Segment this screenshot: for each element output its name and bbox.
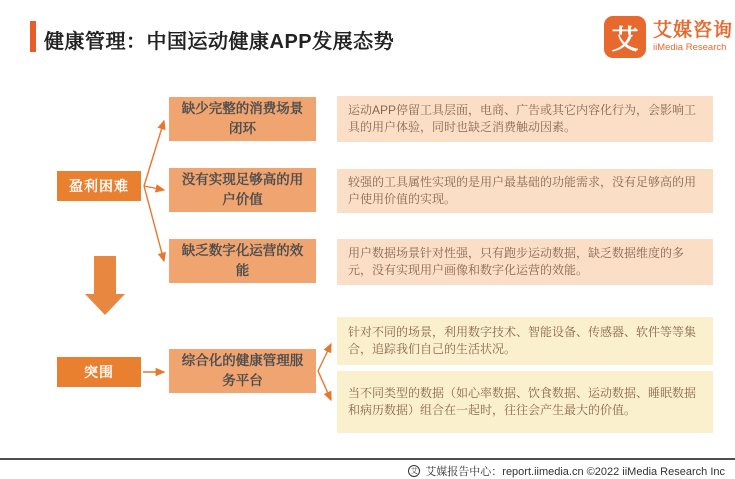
down-arrow-head-icon <box>85 294 125 315</box>
stage1-item2-desc-box: 较强的工具属性实现的是用户最基础的功能需求，没有足够高的用户使用价值的实现。 <box>337 169 713 213</box>
imedia-logo-text <box>653 21 733 53</box>
imedia-logo-cn: 艾媒咨询 <box>653 20 734 42</box>
imedia-logo-icon: 艾 <box>604 16 646 58</box>
title-accent-bar <box>30 21 36 52</box>
imedia-logo-en: iiMedia Research <box>653 41 727 53</box>
stage2-title-box: 综合化的健康管理服务平台 <box>169 349 316 393</box>
imedia-logo <box>604 16 733 58</box>
imedia-mark-icon: 艾 <box>408 465 420 477</box>
stage1-item3-desc-box: 用户数据场景针对性强，只有跑步运动数据，缺乏数据维度的多元，没有实现用户画像和数字化运营的效能。 <box>337 239 713 285</box>
page-title: 健康管理：中国运动健康APP发展态势 <box>44 31 395 53</box>
stage2-desc1-box: 针对不同的场景，利用数字技术、智能设备、传感器、软件等等集合，追踪我们自己的生活状况。 <box>337 317 713 365</box>
stage1-item3-title-box: 缺乏数字化运营的效能 <box>169 239 316 283</box>
stage1-item1-title-box: 缺少完整的消费场景闭环 <box>169 97 316 141</box>
stage1-item1-desc-box: 运动APP停留工具层面，电商、广告或其它内容化行为，会影响工具的用户体验，同时也缺乏消费触动因素。 <box>337 96 713 142</box>
stage1-item2-title-box: 没有实现足够高的用户价值 <box>169 168 316 212</box>
stage2-desc2-box: 当不同类型的数据（如心率数据、饮食数据、运动数据、睡眠数据和病历数据）组合在一起时，往往会产生最大的价值。 <box>337 371 713 433</box>
footer-divider <box>0 458 735 460</box>
stage2-label-box: 突围 <box>57 357 141 387</box>
stage1-label-box: 盈利困难 <box>57 171 141 201</box>
down-arrow-icon <box>94 256 116 295</box>
footer <box>408 463 725 479</box>
footer-text: 艾媒报告中心：report.iimedia.cn ©2022 iiMedia Research Inc <box>425 466 725 478</box>
